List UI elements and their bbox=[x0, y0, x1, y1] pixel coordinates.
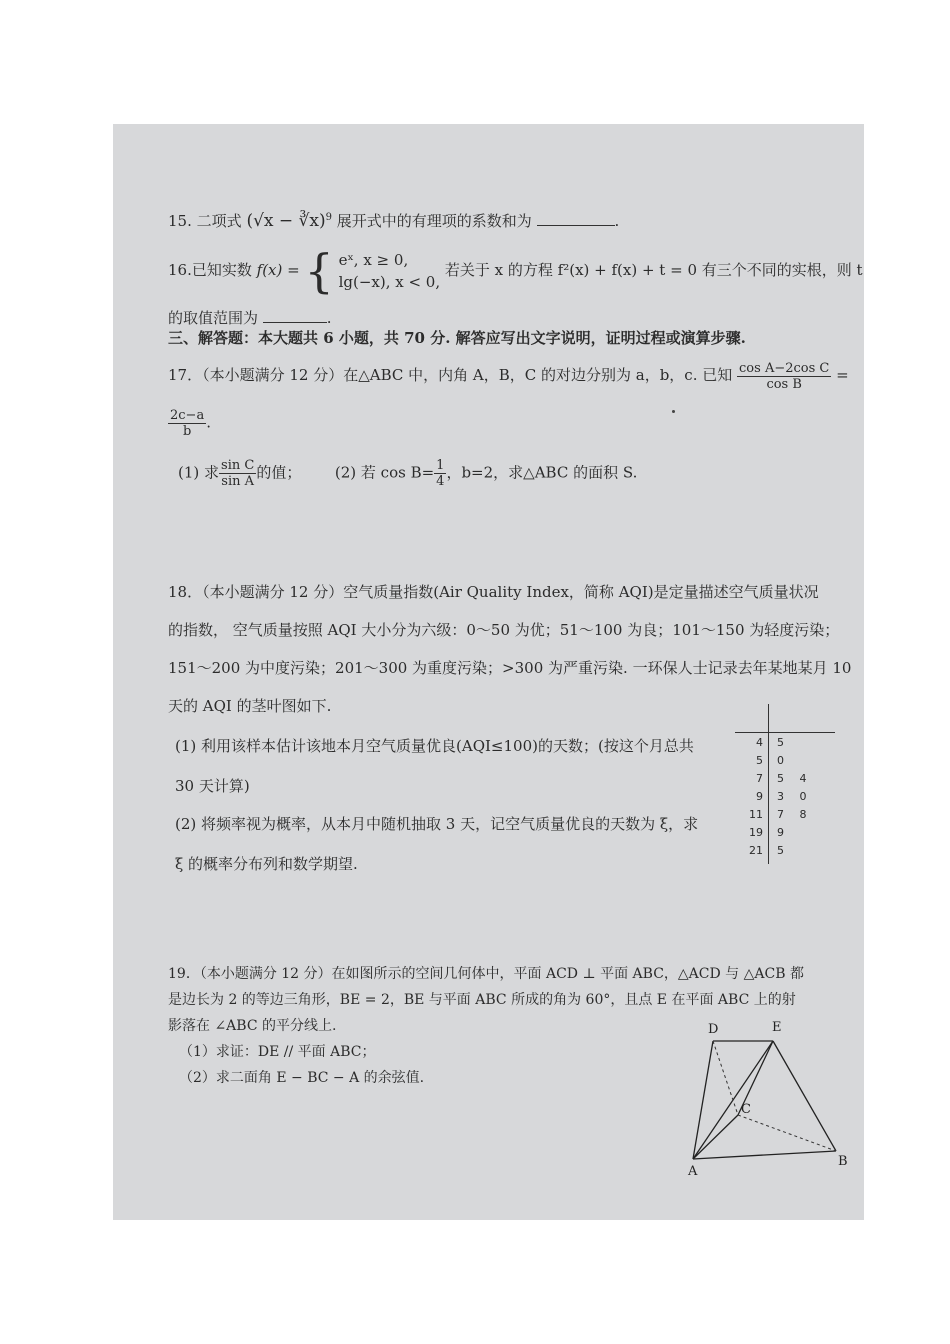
q17-part2-denominator: 4 bbox=[436, 474, 445, 489]
q18-part2-b: ξ 的概率分布列和数学期望. bbox=[175, 855, 358, 873]
q18-line1: 18．（本小题满分 12 分）空气质量指数(Air Quality Index，简称 AQI)是定量描述空气质量状况 bbox=[168, 583, 819, 601]
q17-part1-suffix: 的值； bbox=[256, 463, 302, 482]
stem-leaf-row bbox=[735, 844, 845, 862]
q17-part2-fraction bbox=[434, 458, 446, 489]
q17-part2-prefix: (2) 若 cos B= bbox=[334, 463, 435, 482]
leaf-values: 5 bbox=[777, 844, 790, 857]
q16-function: f(x) = bbox=[256, 261, 300, 279]
label-B: B bbox=[838, 1154, 848, 1169]
question-17 bbox=[168, 358, 849, 392]
stem-leaf-plot bbox=[735, 704, 845, 864]
q19-line1: 19．（本小题满分 12 分）在如图所示的空间几何体中，平面 ACD ⊥ 平面 ABC，△ACD 与 △ACB 都 bbox=[168, 966, 804, 982]
q17-frac1-denominator: cos B bbox=[766, 376, 802, 392]
question-15 bbox=[168, 208, 619, 231]
stem-leaf-row bbox=[735, 790, 845, 808]
q18-line4: 天的 AQI 的茎叶图如下. bbox=[168, 697, 332, 715]
label-C: C bbox=[741, 1102, 751, 1117]
exam-paper bbox=[113, 124, 864, 1220]
q17-part1-denominator: sin A bbox=[221, 474, 255, 489]
stem-value: 21 bbox=[749, 844, 763, 857]
q17-fraction-1 bbox=[737, 361, 831, 392]
question-17-line2 bbox=[168, 408, 211, 439]
q15-answer-blank bbox=[537, 225, 615, 226]
q16-middle: 若关于 x 的方程 f²(x) + f(x) + t = 0 有三个不同的实根，则 t bbox=[444, 261, 863, 279]
q17-part1-numerator: sin C bbox=[221, 458, 255, 473]
q16-number: 16. bbox=[168, 261, 192, 279]
q19-line2: 是边长为 2 的等边三角形，BE = 2，BE 与平面 ABC 所成的角为 60°，且点 E 在平面 ABC 上的射 bbox=[168, 992, 796, 1008]
label-D: D bbox=[708, 1022, 719, 1037]
leaf-values: 0 bbox=[777, 754, 790, 767]
q18-part1-b: 30 天计算) bbox=[175, 777, 250, 795]
q19-part2: （2）求二面角 E − BC − A 的余弦值. bbox=[179, 1070, 425, 1086]
q18-line3: 151～200 为中度污染；201～300 为重度污染；>300 为严重污染. 一环保人士记录去年某地某月 10 bbox=[168, 659, 852, 677]
q18-part2-a: (2) 将频率视为概率，从本月中随机抽取 3 天，记空气质量优良的天数为 ξ，求 bbox=[175, 815, 699, 833]
stem-value: 11 bbox=[749, 808, 763, 821]
q16-answer-blank bbox=[263, 322, 327, 323]
section-3-heading: 三、解答题：本大题共 6 小题，共 70 分. 解答应写出文字说明，证明过程或演算步骤. bbox=[168, 329, 746, 347]
q17-fraction-2 bbox=[168, 408, 206, 439]
edge-EB bbox=[773, 1041, 836, 1151]
edge-DA bbox=[693, 1041, 713, 1159]
question-16-line2 bbox=[168, 308, 332, 328]
q16-line2: 的取值范围为 bbox=[168, 309, 259, 327]
q15-number: 15. bbox=[168, 212, 192, 230]
edge-CB bbox=[738, 1115, 836, 1151]
question-16 bbox=[168, 244, 863, 298]
q16-prefix: 已知实数 bbox=[191, 261, 252, 279]
q17-frac2-denominator: b bbox=[182, 424, 192, 439]
q18-line2: 的指数， 空气质量按照 AQI 大小分为六级：0～50 为优；51～100 为良；101～150 为轻度污染； bbox=[168, 621, 840, 639]
q17-frac2-numerator: 2c−a bbox=[170, 408, 205, 423]
leaf-values: 7 8 bbox=[777, 808, 813, 821]
q16-case-2: lg(−x), x < 0, bbox=[338, 273, 441, 291]
q19-line3: 影落在 ∠ABC 的平分线上. bbox=[168, 1018, 337, 1034]
q18-part1-a: (1) 利用该样本估计该地本月空气质量优良(AQI≤100)的天数；(按这个月总共 bbox=[175, 737, 694, 755]
stem-value: 9 bbox=[756, 790, 763, 803]
edge-AB bbox=[693, 1151, 836, 1159]
q16-cases bbox=[339, 249, 441, 293]
edge-DC bbox=[713, 1041, 738, 1115]
q15-suffix: 展开式中的有理项的系数和为 bbox=[336, 212, 532, 230]
leaf-values: 3 0 bbox=[777, 790, 813, 803]
stem-leaf-row bbox=[735, 826, 845, 844]
q17-intro: 17．（本小题满分 12 分）在△ABC 中，内角 A，B，C 的对边分别为 a，b，c. 已知 bbox=[168, 366, 733, 384]
stem-value: 5 bbox=[756, 754, 763, 767]
stem-leaf-row bbox=[735, 808, 845, 826]
q15-prefix: 二项式 bbox=[196, 212, 242, 230]
q17-part1-prefix: (1) 求 bbox=[178, 463, 220, 482]
question-17-parts bbox=[178, 458, 637, 489]
leaf-values: 9 bbox=[777, 826, 790, 839]
q15-expression: (√x − ∛x) bbox=[246, 211, 326, 231]
label-A: A bbox=[688, 1164, 698, 1179]
stem-leaf-row bbox=[735, 754, 845, 772]
geometry-svg bbox=[678, 1019, 863, 1179]
stem-leaf-row bbox=[735, 736, 845, 754]
q17-part1-fraction bbox=[219, 458, 256, 489]
q17-part2-suffix: ，b=2，求△ABC 的面积 S. bbox=[446, 463, 638, 482]
q15-exponent: 9 bbox=[325, 212, 332, 223]
q16-end: . bbox=[326, 309, 332, 327]
q17-frac1-numerator: cos A−2cos C bbox=[739, 360, 830, 376]
q17-part2-numerator: 1 bbox=[436, 458, 445, 473]
stem-leaf-horizontal-line bbox=[735, 732, 835, 733]
q19-part1: （1）求证：DE // 平面 ABC； bbox=[179, 1044, 376, 1060]
q16-brace: { bbox=[304, 244, 334, 298]
geometry-figure bbox=[678, 1019, 863, 1179]
stem-value: 7 bbox=[756, 772, 763, 785]
leaf-values: 5 4 bbox=[777, 772, 813, 785]
stem-value: 19 bbox=[749, 826, 763, 839]
q17-equals: = bbox=[836, 366, 849, 384]
speck bbox=[672, 410, 675, 413]
label-E: E bbox=[772, 1020, 782, 1035]
stem-value: 4 bbox=[756, 736, 763, 749]
q17-frac2-end: . bbox=[206, 413, 211, 432]
leaf-values: 5 bbox=[777, 736, 790, 749]
stem-leaf-row bbox=[735, 772, 845, 790]
q16-case-1: eˣ, x ≥ 0, bbox=[338, 251, 409, 269]
q15-end: . bbox=[614, 212, 620, 230]
